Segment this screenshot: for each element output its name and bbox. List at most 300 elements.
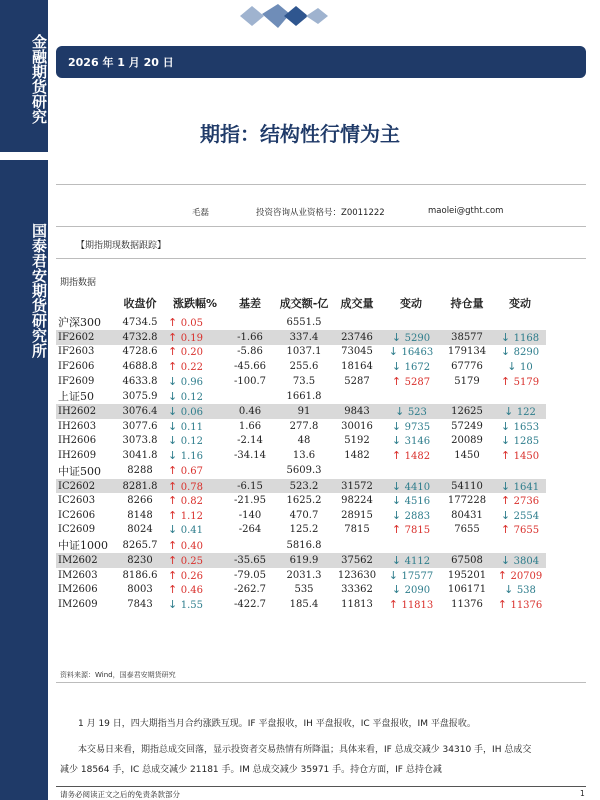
date-banner <box>56 46 586 78</box>
author-name: 毛磊 <box>192 208 210 218</box>
down-arrow-icon: ↓ <box>168 389 181 403</box>
down-arrow-icon: ↓ <box>391 583 405 597</box>
up-arrow-icon: ↑ <box>168 494 181 508</box>
contract-name: IF2609 <box>58 375 95 387</box>
basis: -5.86 <box>237 346 263 358</box>
contract-name: IM2606 <box>58 584 98 596</box>
oi-change <box>494 359 546 374</box>
volume-change <box>382 448 440 463</box>
down-arrow-icon: ↓ <box>500 479 514 493</box>
down-arrow-icon: ↓ <box>391 494 405 508</box>
change-pct <box>166 448 224 463</box>
volume-change <box>382 374 440 389</box>
oi-change <box>494 314 546 330</box>
table-row <box>56 419 546 434</box>
volume-change <box>382 568 440 583</box>
futures-data-table <box>56 292 546 612</box>
turnover: 470.7 <box>289 509 319 521</box>
volume: 123630 <box>337 569 377 581</box>
oi-change <box>494 493 546 508</box>
oi-change <box>494 463 546 479</box>
volume <box>332 314 382 330</box>
basis: -422.7 <box>233 598 266 610</box>
basis <box>224 388 276 404</box>
volume <box>332 537 382 553</box>
volume <box>332 388 382 404</box>
change-pct-value: 0.26 <box>180 570 203 582</box>
oi-change <box>494 419 546 434</box>
change-pct-value: 0.78 <box>180 481 203 493</box>
down-arrow-icon: ↓ <box>504 583 517 597</box>
volume-change <box>382 537 440 553</box>
basis: -45.66 <box>233 360 266 372</box>
down-arrow-icon: ↓ <box>391 419 405 433</box>
change-pct <box>166 597 224 612</box>
header-change-pct: 涨跌幅% <box>172 297 218 310</box>
close-price: 8186.6 <box>122 569 158 581</box>
contract-name: IC2603 <box>58 495 96 507</box>
table-row <box>56 508 546 523</box>
basis: -34.14 <box>233 449 266 461</box>
oi-change <box>494 537 546 553</box>
table-row <box>56 463 546 479</box>
close-price: 3073.8 <box>122 435 158 447</box>
contract-name: IH2603 <box>58 420 97 432</box>
turnover: 337.4 <box>276 330 332 345</box>
oi-change <box>494 508 546 523</box>
footer-divider <box>56 786 586 787</box>
basis: -79.05 <box>233 569 266 581</box>
paragraph-1: 1 月 19 日，四大期指当月合约涨跌互现。IF 平盘报收，IH 平盘报收，IC 平盘报收，IM 平盘报收。 <box>78 719 476 729</box>
down-arrow-icon: ↓ <box>168 448 181 462</box>
volume-change-value: 3146 <box>404 436 431 448</box>
close-price: 3077.6 <box>122 420 158 432</box>
table-row <box>56 345 546 360</box>
oi-change <box>494 330 546 345</box>
open-interest: 54110 <box>440 479 494 494</box>
volume: 30016 <box>341 420 373 432</box>
open-interest: 11376 <box>451 598 483 610</box>
oi-change <box>494 448 546 463</box>
close-price: 3075.9 <box>122 390 158 402</box>
table-row <box>56 479 546 494</box>
up-arrow-icon: ↑ <box>168 508 181 522</box>
down-arrow-icon: ↓ <box>507 359 520 373</box>
down-arrow-icon: ↓ <box>500 508 514 522</box>
change-pct <box>166 582 224 597</box>
open-interest: 106171 <box>447 584 487 596</box>
volume-change <box>382 523 440 538</box>
oi-change-value: 10 <box>519 361 533 373</box>
oi-change <box>494 404 546 419</box>
basis: -21.95 <box>233 495 266 507</box>
close-price: 8024 <box>127 524 153 536</box>
down-arrow-icon: ↓ <box>168 434 181 448</box>
close-price: 4633.8 <box>122 375 158 387</box>
volume-change <box>382 434 440 449</box>
oi-change-value: 122 <box>516 407 536 419</box>
up-arrow-icon: ↑ <box>391 523 405 537</box>
down-arrow-icon: ↓ <box>391 434 405 448</box>
down-arrow-icon: ↓ <box>504 405 517 419</box>
change-pct <box>166 374 224 389</box>
oi-change <box>494 345 546 360</box>
volume-change <box>382 508 440 523</box>
volume: 28915 <box>341 509 373 521</box>
volume-change-value: 2883 <box>404 510 431 522</box>
contract-name: IF2603 <box>58 346 95 358</box>
change-pct-value: 1.12 <box>180 510 203 522</box>
down-arrow-icon: ↓ <box>388 345 402 359</box>
down-arrow-icon: ↓ <box>391 359 405 373</box>
header-close: 收盘价 <box>123 297 157 310</box>
up-arrow-icon: ↑ <box>497 568 511 582</box>
qualification-number: 投资咨询从业资格号：Z0011222 <box>256 208 385 218</box>
volume-change <box>382 314 440 330</box>
table-row <box>56 493 546 508</box>
turnover: 125.2 <box>289 524 319 536</box>
up-arrow-icon: ↑ <box>500 448 514 462</box>
oi-change-value: 2736 <box>513 496 540 508</box>
down-arrow-icon: ↓ <box>500 330 514 344</box>
volume-change-value: 4112 <box>404 555 431 567</box>
volume-change-value: 1672 <box>404 361 431 373</box>
volume: 73045 <box>341 346 373 358</box>
change-pct-value: 0.12 <box>180 391 203 403</box>
report-title: 期指：结构性行情为主 <box>200 122 400 146</box>
volume-change <box>382 388 440 404</box>
down-arrow-icon: ↓ <box>391 330 405 344</box>
open-interest <box>440 463 494 479</box>
table-row <box>56 523 546 538</box>
volume-change-value: 17577 <box>401 570 434 582</box>
change-pct-value: 0.25 <box>180 555 203 567</box>
sidebar-category-label: 金融期货研究 <box>30 34 48 124</box>
volume: 1482 <box>344 449 370 461</box>
author-divider <box>56 226 586 227</box>
contract-name: 沪深300 <box>58 316 101 329</box>
table-row <box>56 330 546 345</box>
volume-change-value: 1482 <box>404 450 431 462</box>
turnover: 5816.8 <box>286 539 322 551</box>
turnover: 1037.1 <box>286 346 322 358</box>
turnover: 91 <box>276 404 332 419</box>
table-row <box>56 537 546 553</box>
header-name <box>56 292 114 314</box>
turnover: 48 <box>297 435 311 447</box>
volume <box>332 463 382 479</box>
table-row <box>56 314 546 330</box>
close-price: 4734.5 <box>122 316 158 328</box>
open-interest <box>440 388 494 404</box>
close-price: 4728.6 <box>122 346 158 358</box>
change-pct <box>166 359 224 374</box>
close-price: 8265.7 <box>122 539 158 551</box>
up-arrow-icon: ↑ <box>168 345 181 359</box>
volume: 5192 <box>344 435 370 447</box>
open-interest <box>440 314 494 330</box>
contract-name: IM2602 <box>56 553 114 568</box>
change-pct <box>166 463 224 479</box>
up-arrow-icon: ↑ <box>168 583 181 597</box>
contract-name: IC2602 <box>56 479 114 494</box>
down-arrow-icon: ↓ <box>395 405 408 419</box>
open-interest: 5179 <box>454 375 480 387</box>
footer-disclaimer: 请务必阅读正文之后的免责条款部分 <box>60 790 180 799</box>
open-interest: 1450 <box>454 449 480 461</box>
turnover: 1625.2 <box>286 495 322 507</box>
title-divider <box>56 184 586 185</box>
oi-change <box>494 479 546 494</box>
table-bottom-divider <box>56 682 586 683</box>
volume-change <box>382 359 440 374</box>
oi-change-value: 7655 <box>513 525 540 537</box>
oi-change-value: 5179 <box>513 376 540 388</box>
oi-change <box>494 568 546 583</box>
oi-change-value: 1641 <box>513 481 540 493</box>
up-arrow-icon: ↑ <box>500 523 514 537</box>
up-arrow-icon: ↑ <box>168 359 181 373</box>
header-basis: 基差 <box>239 297 261 310</box>
volume: 9843 <box>332 404 382 419</box>
volume: 31572 <box>332 479 382 494</box>
change-pct <box>166 314 224 330</box>
oi-change <box>494 582 546 597</box>
oi-change-value: 11376 <box>510 599 543 611</box>
oi-change-value: 3804 <box>513 555 540 567</box>
volume-change-value: 9735 <box>404 421 431 433</box>
table-row <box>56 568 546 583</box>
change-pct-value: 0.20 <box>180 347 203 359</box>
contract-name: IM2609 <box>58 598 98 610</box>
down-arrow-icon: ↓ <box>391 479 405 493</box>
volume-change <box>382 597 440 612</box>
oi-change-value: 1653 <box>513 421 540 433</box>
basis: -2.14 <box>237 435 263 447</box>
volume-change-value: 2090 <box>404 585 431 597</box>
open-interest: 195201 <box>447 569 487 581</box>
turnover: 535 <box>294 584 314 596</box>
turnover: 2031.3 <box>286 569 322 581</box>
change-pct-value: 0.67 <box>180 466 203 478</box>
turnover: 523.2 <box>276 479 332 494</box>
contract-name: IC2606 <box>58 509 96 521</box>
table-row <box>56 359 546 374</box>
down-arrow-icon: ↓ <box>168 405 181 419</box>
change-pct-value: 0.82 <box>180 496 203 508</box>
oi-change <box>494 553 546 568</box>
sidebar-institute-label: 国泰君安期货研究所 <box>30 222 48 358</box>
oi-change <box>494 374 546 389</box>
header-open-interest: 持仓量 <box>450 297 484 310</box>
change-pct-value: 1.16 <box>180 450 203 462</box>
close-price: 3076.4 <box>114 404 166 419</box>
change-pct-value: 0.46 <box>180 585 203 597</box>
down-arrow-icon: ↓ <box>500 553 514 567</box>
up-arrow-icon: ↑ <box>168 538 181 552</box>
close-price: 8148 <box>127 509 153 521</box>
down-arrow-icon: ↓ <box>168 597 181 611</box>
close-price: 8230 <box>114 553 166 568</box>
oi-change-value: 1285 <box>513 436 540 448</box>
change-pct-value: 0.19 <box>180 332 203 344</box>
oi-change <box>494 523 546 538</box>
oi-change-value: 8290 <box>513 347 540 359</box>
author-email[interactable]: maolei@gtht.com <box>428 206 504 216</box>
volume-change-value: 7815 <box>404 525 431 537</box>
up-arrow-icon: ↑ <box>500 494 514 508</box>
volume: 7815 <box>344 524 370 536</box>
contract-name: 中证1000 <box>58 539 108 553</box>
header-volume: 成交量 <box>340 297 374 310</box>
open-interest: 7655 <box>454 524 480 536</box>
down-arrow-icon: ↓ <box>391 508 405 522</box>
down-arrow-icon: ↓ <box>168 374 181 388</box>
open-interest: 177228 <box>447 495 487 507</box>
open-interest: 57249 <box>451 420 483 432</box>
table-row <box>56 374 546 389</box>
oi-change-value: 2554 <box>513 510 540 522</box>
contract-name: IC2609 <box>58 524 96 536</box>
basis <box>224 314 276 330</box>
section-heading: 【期指期现数据跟踪】 <box>76 241 167 251</box>
open-interest: 67508 <box>440 553 494 568</box>
turnover: 619.9 <box>276 553 332 568</box>
change-pct-value: 1.55 <box>180 599 203 611</box>
oi-change <box>494 597 546 612</box>
volume: 37562 <box>332 553 382 568</box>
oi-change <box>494 434 546 449</box>
up-arrow-icon: ↑ <box>497 597 511 611</box>
volume-change <box>382 553 440 568</box>
change-pct <box>166 404 224 419</box>
volume-change <box>382 582 440 597</box>
down-arrow-icon: ↓ <box>168 419 181 433</box>
volume-change <box>382 463 440 479</box>
volume-change-value: 523 <box>407 407 427 419</box>
turnover: 277.8 <box>289 420 319 432</box>
change-pct-value: 0.06 <box>180 407 203 419</box>
volume: 98224 <box>341 495 373 507</box>
up-arrow-icon: ↑ <box>168 568 181 582</box>
basis: -262.7 <box>233 584 266 596</box>
close-price: 4732.8 <box>114 330 166 345</box>
volume-change-value: 16463 <box>401 347 434 359</box>
change-pct <box>166 508 224 523</box>
basis: -100.7 <box>233 375 266 387</box>
table-row <box>56 404 546 419</box>
turnover: 73.5 <box>292 375 316 387</box>
down-arrow-icon: ↓ <box>391 553 405 567</box>
oi-change-value: 20709 <box>510 570 543 582</box>
close-price: 3041.8 <box>122 449 158 461</box>
volume-change-value: 5290 <box>404 332 431 344</box>
contract-name: IH2606 <box>58 435 97 447</box>
basis <box>224 463 276 479</box>
turnover: 255.6 <box>289 360 319 372</box>
table-header-row <box>56 292 546 314</box>
turnover: 13.6 <box>292 449 316 461</box>
change-pct <box>166 330 224 345</box>
change-pct-value: 0.22 <box>180 361 203 373</box>
up-arrow-icon: ↑ <box>500 374 514 388</box>
close-price: 8266 <box>127 495 153 507</box>
close-price: 4688.8 <box>122 360 158 372</box>
change-pct <box>166 537 224 553</box>
change-pct <box>166 568 224 583</box>
volume-change-value: 4410 <box>404 481 431 493</box>
change-pct-value: 0.05 <box>180 317 203 329</box>
volume-change <box>382 493 440 508</box>
up-arrow-icon: ↑ <box>168 479 181 493</box>
turnover: 185.4 <box>289 598 319 610</box>
change-pct-value: 0.11 <box>180 421 203 433</box>
up-arrow-icon: ↑ <box>391 374 405 388</box>
contract-name: IF2602 <box>56 330 114 345</box>
close-price: 8288 <box>127 465 153 477</box>
change-pct <box>166 419 224 434</box>
down-arrow-icon: ↓ <box>388 568 402 582</box>
volume-change <box>382 345 440 360</box>
open-interest <box>440 537 494 553</box>
contract-name: IH2609 <box>58 449 97 461</box>
change-pct-value: 0.96 <box>180 376 203 388</box>
change-pct-value: 0.12 <box>180 436 203 448</box>
volume-change <box>382 330 440 345</box>
turnover: 1661.8 <box>286 390 322 402</box>
basis: -1.66 <box>224 330 276 345</box>
turnover: 5609.3 <box>286 465 322 477</box>
close-price: 7843 <box>127 598 153 610</box>
open-interest: 12625 <box>440 404 494 419</box>
contract-name: 上证50 <box>58 390 94 404</box>
section-divider <box>56 258 586 259</box>
open-interest: 67776 <box>451 360 483 372</box>
open-interest: 38577 <box>440 330 494 345</box>
change-pct <box>166 345 224 360</box>
volume-change <box>382 419 440 434</box>
change-pct <box>166 553 224 568</box>
change-pct-value: 0.41 <box>180 525 203 537</box>
volume-change-value: 5287 <box>404 376 431 388</box>
up-arrow-icon: ↑ <box>168 330 181 344</box>
down-arrow-icon: ↓ <box>168 523 181 537</box>
basis: -35.65 <box>224 553 276 568</box>
change-pct-value: 0.40 <box>180 540 203 552</box>
table-row <box>56 553 546 568</box>
basis: -6.15 <box>224 479 276 494</box>
data-label: 期指数据 <box>60 278 97 288</box>
basis: 0.46 <box>224 404 276 419</box>
volume-change <box>382 479 440 494</box>
contract-name: IF2606 <box>58 360 95 372</box>
change-pct <box>166 434 224 449</box>
paragraph-2: 本交易日来看，期指总成交回落，显示投资者交易热情有所降温；具体来看，IF 总成交减少 34310 手，IH 总成交减少 18564 手，IC 总成交减少 21181 手。IM 总成交减少 35971 手。持仓方面，IF 总持仓减 <box>60 745 532 775</box>
company-logo <box>232 2 336 30</box>
close-price: 8003 <box>127 584 153 596</box>
header-turnover: 成交额-亿 <box>279 297 329 310</box>
table-row <box>56 597 546 612</box>
up-arrow-icon: ↑ <box>388 597 402 611</box>
contract-name: 中证500 <box>58 464 101 478</box>
oi-change-value: 1168 <box>513 332 540 344</box>
oi-change <box>494 388 546 404</box>
change-pct <box>166 388 224 404</box>
volume: 11813 <box>341 598 373 610</box>
up-arrow-icon: ↑ <box>391 448 405 462</box>
up-arrow-icon: ↑ <box>168 464 181 478</box>
open-interest: 80431 <box>451 509 483 521</box>
